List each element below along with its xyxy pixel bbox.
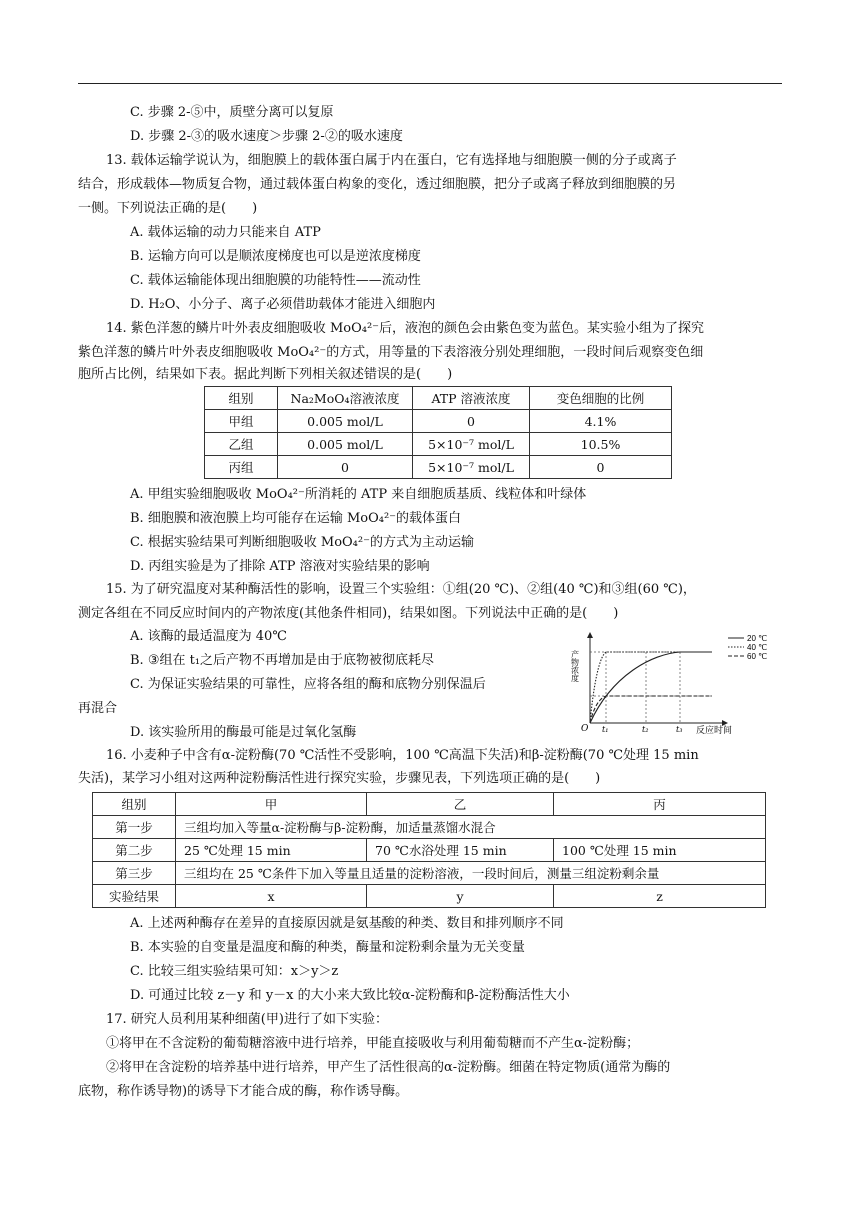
q14-table (204, 386, 672, 479)
q14-option-d: D. 丙组实验是为了排除 ATP 溶液对实验结果的影响 (130, 559, 430, 574)
q14-stem-2: 紫色洋葱的鳞片叶外表皮细胞吸收 MoO₄²⁻的方式，用等量的下表溶液分别处理细胞，一段时间后观察变色细 (78, 345, 704, 360)
q14-option-c: C. 根据实验结果可判断细胞吸收 MoO₄²⁻的方式为主动运输 (130, 535, 474, 550)
table-cell: 第一步 (93, 816, 176, 839)
table-cell: 乙组 (205, 433, 278, 456)
table-cell: 第三步 (93, 862, 176, 885)
table-cell: 三组均在 25 ℃条件下加入等量且适量的淀粉溶液，一段时间后，测量三组淀粉剩余量 (176, 862, 766, 885)
q16-header-jia: 甲 (176, 793, 367, 816)
header-rule (78, 83, 782, 84)
table-row (93, 839, 766, 862)
table-cell: 0 (278, 456, 413, 479)
q15-stem-2: 测定各组在不同反应时间内的产物浓度(其他条件相同)，结果如图。下列说法中正确的是( ) (78, 606, 619, 621)
legend-label-40c: 40 ℃ (747, 643, 768, 652)
table-cell: 5×10⁻⁷ mol/L (413, 456, 530, 479)
table-cell: 25 ℃处理 15 min (176, 839, 367, 862)
q13-stem-3: 一侧。下列说法正确的是( ) (78, 201, 258, 216)
q13-option-d: D. H₂O、小分子、离子必须借助载体才能进入细胞内 (130, 297, 436, 312)
table-row (93, 862, 766, 885)
q14-stem-1: 14. 紫色洋葱的鳞片叶外表皮细胞吸收 MoO₄²⁻后，液泡的颜色会由紫色变为蓝色。某实验小组为了探究 (106, 321, 705, 336)
table-cell: 100 ℃处理 15 min (554, 839, 766, 862)
q16-stem-2: 失活)，某学习小组对这两种淀粉酶活性进行探究实验，步骤见表，下列选项正确的是( ) (78, 771, 601, 786)
table-cell: 三组均加入等量α-淀粉酶与β-淀粉酶，加适量蒸馏水混合 (176, 816, 766, 839)
legend-label-60c: 60 ℃ (747, 652, 768, 661)
table-cell: 甲组 (205, 410, 278, 433)
chart-guides (590, 652, 712, 723)
q13-option-b: B. 运输方向可以是顺浓度梯度也可以是逆浓度梯度 (130, 249, 421, 264)
chart-xtick-t3: t₃ (676, 725, 683, 734)
table-cell: x (176, 885, 367, 908)
q17-stem: 17. 研究人员利用某种细菌(甲)进行了如下实验： (106, 1012, 388, 1027)
q13-option-a: A. 载体运输的动力只能来自 ATP (130, 225, 321, 240)
q17-step-2b: 底物，称作诱导物)的诱导下才能合成的酶，称作诱导酶。 (78, 1084, 409, 1099)
chart-legend (728, 634, 767, 661)
q15-option-d: D. 该实验所用的酶最可能是过氧化氢酶 (130, 725, 357, 740)
q16-header-yi: 乙 (367, 793, 554, 816)
q16-stem-1: 16. 小麦种子中含有α-淀粉酶(70 ℃活性不受影响，100 ℃高温下失活)和β-淀粉酶(70 ℃处理 15 min (106, 748, 699, 763)
q15-stem-1: 15. 为了研究温度对某种酶活性的影响，设置三个实验组：①组(20 ℃)、②组(40 ℃)和③组(60 ℃)， (106, 582, 696, 597)
q15-enzyme-chart (572, 630, 777, 735)
table-row (205, 410, 672, 433)
table-cell: 0 (413, 410, 530, 433)
series-line-40c (590, 652, 712, 723)
chart-xlabel: 反应时间 (696, 725, 733, 735)
q12-option-d: D. 步骤 2-③的吸水速度＞步骤 2-②的吸水速度 (130, 129, 403, 144)
chart-axes (587, 632, 728, 726)
table-cell: 4.1% (530, 410, 672, 433)
chart-xtick-t2: t₂ (642, 725, 649, 734)
table-cell: y (367, 885, 554, 908)
table-cell: 0.005 mol/L (278, 410, 413, 433)
q16-header-bing: 丙 (554, 793, 766, 816)
q14-header-group: 组别 (205, 387, 278, 410)
chart-xtick-t1: t₁ (602, 725, 609, 734)
q16-option-b: B. 本实验的自变量是温度和酶的种类，酶量和淀粉剩余量为无关变量 (130, 940, 525, 955)
q14-header-na2moo4: Na₂MoO₄溶液浓度 (278, 387, 413, 410)
q14-option-a: A. 甲组实验细胞吸收 MoO₄²⁻所消耗的 ATP 来自细胞质基质、线粒体和叶绿体 (130, 487, 587, 502)
q16-header-group: 组别 (93, 793, 176, 816)
q14-option-b: B. 细胞膜和液泡膜上均可能存在运输 MoO₄²⁻的载体蛋白 (130, 511, 462, 526)
table-cell: z (554, 885, 766, 908)
table-row (93, 885, 766, 908)
q14-stem-3: 胞所占比例，结果如下表。据此判断下列相关叙述错误的是( ) (78, 367, 453, 382)
table-row (205, 456, 672, 479)
chart-origin: O (581, 724, 589, 734)
table-cell: 实验结果 (93, 885, 176, 908)
q16-option-d: D. 可通过比较 z－y 和 y－x 的大小来大致比较α-淀粉酶和β-淀粉酶活性大小 (130, 988, 570, 1003)
q13-stem-2: 结合，形成载体—物质复合物，通过载体蛋白构象的变化，透过细胞膜，把分子或离子释放到细胞膜的另 (78, 177, 677, 192)
series-line-20c (590, 652, 712, 723)
q14-header-ratio: 变色细胞的比例 (530, 387, 672, 410)
q13-stem-1: 13. 载体运输学说认为，细胞膜上的载体蛋白属于内在蛋白，它有选择地与细胞膜一侧的分子或离子 (106, 153, 677, 168)
table-cell: 丙组 (205, 456, 278, 479)
q16-table (92, 792, 766, 908)
q15-option-b: B. ③组在 t₁之后产物不再增加是由于底物被彻底耗尽 (130, 653, 435, 668)
table-cell: 70 ℃水浴处理 15 min (367, 839, 554, 862)
table-cell: 5×10⁻⁷ mol/L (413, 433, 530, 456)
q15-option-c-1: C. 为保证实验结果的可靠性，应将各组的酶和底物分别保温后 (130, 677, 486, 692)
q17-step-2a: ②将甲在含淀粉的培养基中进行培养，甲产生了活性很高的α-淀粉酶。细菌在特定物质(通常为酶的 (106, 1060, 671, 1075)
table-row (93, 816, 766, 839)
table-cell: 0.005 mol/L (278, 433, 413, 456)
q16-option-a: A. 上述两种酶存在差异的直接原因就是氨基酸的种类、数目和排列顺序不同 (130, 916, 564, 931)
table-cell: 0 (530, 456, 672, 479)
q13-option-c: C. 载体运输能体现出细胞膜的功能特性——流动性 (130, 273, 421, 288)
table-cell: 第二步 (93, 839, 176, 862)
q12-option-c: C. 步骤 2-⑤中，质壁分离可以复原 (130, 105, 334, 120)
q17-step-1: ①将甲在不含淀粉的葡萄糖溶液中进行培养，甲能直接吸收与利用葡萄糖而不产生α-淀粉酶； (106, 1036, 640, 1051)
q15-option-c-2: 再混合 (78, 701, 118, 716)
table-cell: 10.5% (530, 433, 672, 456)
chart-ylabel: 产物浓度 (570, 650, 580, 682)
q15-option-a: A. 该酶的最适温度为 40℃ (130, 629, 287, 644)
table-row (205, 433, 672, 456)
series-line-60c (590, 696, 712, 723)
q14-header-atp: ATP 溶液浓度 (413, 387, 530, 410)
legend-label-20c: 20 ℃ (747, 634, 768, 643)
q16-option-c: C. 比较三组实验结果可知：x＞y＞z (130, 964, 339, 979)
